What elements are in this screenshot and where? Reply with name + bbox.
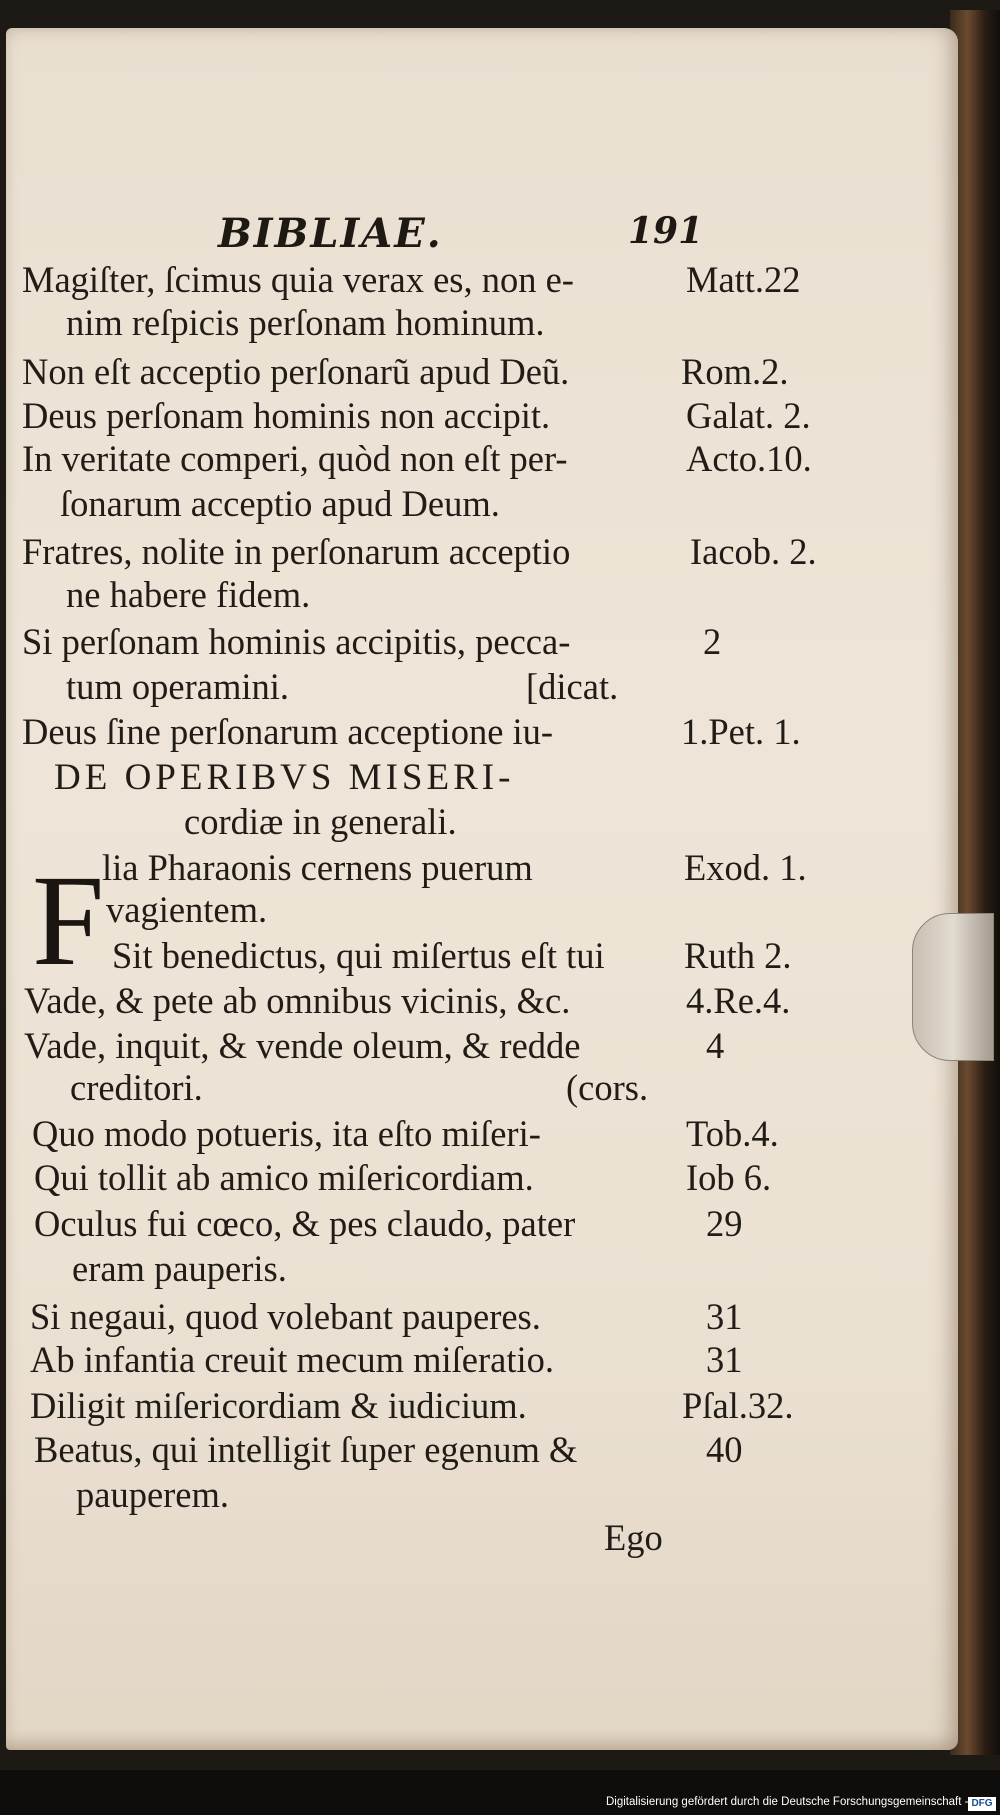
text-line — [6, 350, 951, 394]
text-line — [6, 1024, 951, 1068]
line-text: Beatus, qui intelligit ſuper egenum & — [34, 1429, 578, 1470]
line-text: eram pauperis. — [72, 1248, 287, 1289]
text-line — [6, 1202, 951, 1246]
line-text: creditori. — [70, 1067, 203, 1108]
line-reference: Exod. 1. — [684, 847, 807, 888]
text-line — [6, 530, 951, 574]
line-text: Oculus fui cœco, & pes claudo, pater — [34, 1203, 576, 1244]
section-heading-continuation — [6, 800, 951, 844]
line-text: ne habere fidem. — [66, 574, 311, 615]
line-reference: (cors. — [566, 1067, 649, 1108]
line-reference: Rom.2. — [681, 351, 789, 392]
line-reference: 2 — [703, 621, 722, 662]
running-title: BIBLIAE. — [218, 210, 443, 257]
section-heading — [6, 756, 951, 800]
text-line — [6, 437, 951, 481]
line-reference: Galat. 2. — [686, 395, 811, 436]
line-text: Deus ſine perſonarum acceptione iu- — [22, 711, 554, 752]
line-reference: 1.Pet. 1. — [681, 711, 801, 752]
text-line — [6, 846, 951, 890]
line-text: cordiæ in generali. — [184, 801, 457, 842]
dfg-logo-badge: DFG — [968, 1797, 996, 1811]
line-text: pauperem. — [76, 1474, 230, 1515]
text-line — [6, 979, 951, 1023]
section-heading-text: DE OPERIBVS MISERI- — [54, 757, 515, 798]
line-text: Si perſonam hominis accipitis, pecca- — [22, 621, 571, 662]
line-text: vagientem. — [106, 889, 268, 930]
line-reference: Iob 6. — [686, 1157, 772, 1198]
line-text: Quo modo potueris, ita eſto miſeri- — [32, 1113, 541, 1154]
line-text: Fratres, nolite in perſonarum acceptio — [22, 531, 571, 572]
line-text: In veritate comperi, quòd non eſt per- — [22, 438, 568, 479]
line-text: tum operamini. — [66, 666, 290, 707]
line-reference: 4 — [706, 1025, 725, 1066]
text-line — [6, 1428, 951, 1472]
text-line — [6, 665, 951, 709]
line-text: Vade, & pete ab omnibus vicinis, &c. — [24, 980, 571, 1021]
line-reference: [dicat. — [526, 666, 619, 707]
page-number: 191 — [628, 210, 704, 252]
catchword: Ego — [604, 1517, 663, 1558]
text-line — [6, 1338, 951, 1382]
line-text: Sit benedictus, qui miſertus eſt tui — [112, 935, 605, 976]
line-reference: Acto.10. — [686, 438, 812, 479]
text-line — [6, 1473, 951, 1517]
drop-capital: F — [32, 849, 105, 993]
text-line — [6, 301, 951, 345]
line-reference: 4.Re.4. — [686, 980, 791, 1021]
catchword-line — [6, 1516, 951, 1560]
line-text: Vade, inquit, & vende oleum, & redde — [24, 1025, 581, 1066]
line-reference: 29 — [706, 1203, 743, 1244]
line-text: Qui tollit ab amico miſericordiam. — [34, 1157, 534, 1198]
line-text: Non eſt acceptio perſonarũ apud Deũ. — [22, 351, 570, 392]
text-line — [6, 1066, 951, 1110]
line-text: lia Pharaonis cernens puerum — [102, 847, 533, 888]
line-reference: 31 — [706, 1296, 743, 1337]
line-reference: Ruth 2. — [684, 935, 792, 976]
line-reference: Tob.4. — [686, 1113, 779, 1154]
text-line — [6, 482, 951, 526]
text-line — [6, 1384, 951, 1428]
book-page — [6, 28, 958, 1750]
line-reference: Matt.22 — [686, 259, 801, 300]
digitization-credit: Digitalisierung gefördert durch die Deutsche Forschungsgemeinschaft - — [606, 1796, 969, 1808]
text-line — [6, 1156, 951, 1200]
line-reference: 40 — [706, 1429, 743, 1470]
line-reference: 31 — [706, 1339, 743, 1380]
text-line — [6, 1247, 951, 1291]
line-text: nim reſpicis perſonam hominum. — [66, 302, 545, 343]
text-line — [6, 710, 951, 754]
text-line — [6, 620, 951, 664]
line-text: Deus perſonam hominis non accipit. — [22, 395, 551, 436]
line-reference: Iacob. 2. — [690, 531, 817, 572]
line-reference: Pſal.32. — [682, 1385, 794, 1426]
line-text: Magiſter, ſcimus quia verax es, non e- — [22, 259, 574, 300]
text-line — [6, 1112, 951, 1156]
line-text: Si negaui, quod volebant pauperes. — [30, 1296, 541, 1337]
text-line — [6, 573, 951, 617]
line-text: ſonarum acceptio apud Deum. — [60, 483, 500, 524]
text-line — [6, 934, 951, 978]
text-line — [6, 394, 951, 438]
text-line — [6, 1295, 951, 1339]
text-line — [6, 258, 951, 302]
text-line — [6, 888, 951, 932]
line-text: Diligit miſericordiam & iudicium. — [30, 1385, 527, 1426]
line-text: Ab infantia creuit mecum miſeratio. — [30, 1339, 554, 1380]
